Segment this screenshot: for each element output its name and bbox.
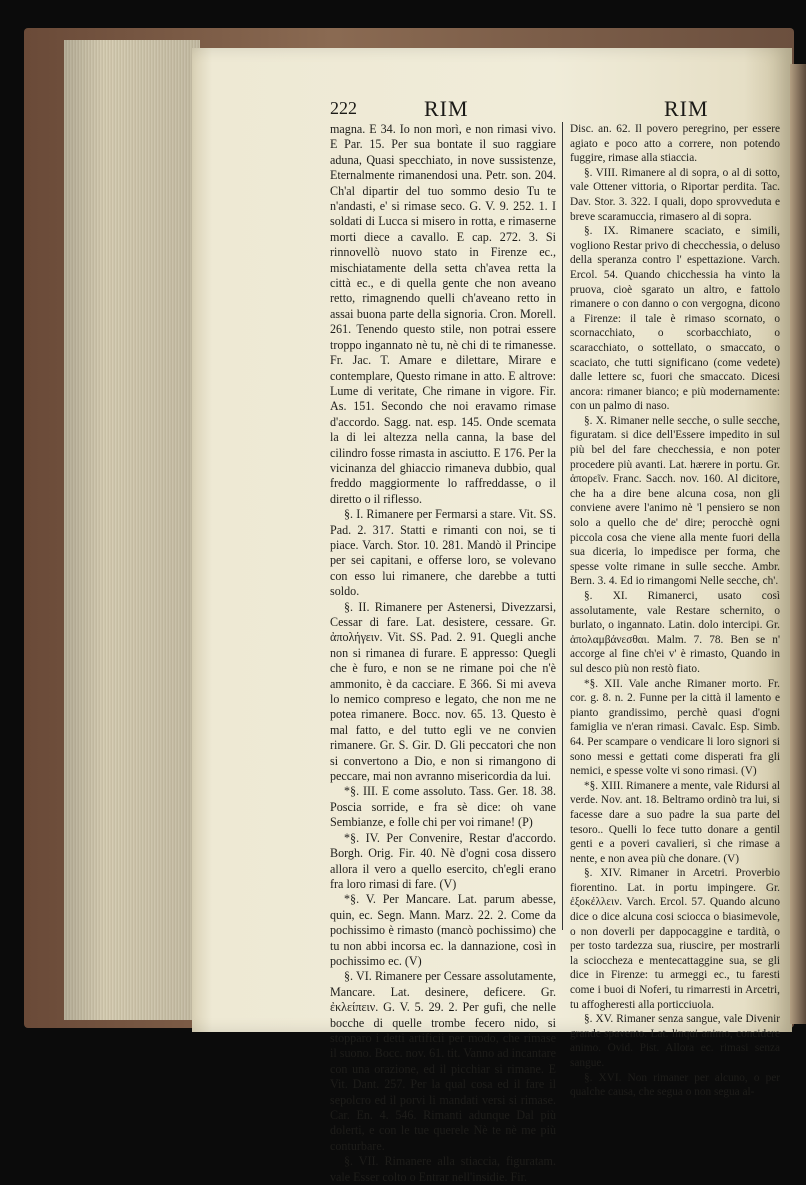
facing-page-edge xyxy=(790,64,806,1024)
paragraph: *§. V. Per Mancare. Lat. parum abesse, quin, ec. Segn. Mann. Marz. 22. 2. Come da pochissimo è rimasto (mancò pochissimo) che tu non abbi incorsa ec. la dannazione, così in pochissimo ec. (V) xyxy=(330,892,556,968)
right-column xyxy=(570,122,780,1100)
left-column xyxy=(330,122,556,1185)
paragraph: §. XVI. Non rimaner per alcuno, o per qualche causa, che segua o non segua al- xyxy=(570,1071,780,1099)
paragraph: §. VI. Rimanere per Cessare assolutamente, Mancare. Lat. desinere, deficere. Gr. ἐκλείπειν. G. V. 5. 29. 2. Per gufi, che nelle bocche di quelle trombe fecero nido, si stopparo i detti artificii per modo, che rimase il suono. Bocc. nov. 61. tit. Vanno ad incantare con una orazione, ed il picchiar si rimane. E Vit. Dant. 257. Per la qual cosa ed il fare il sepolcro ed il porvi li mandati versi si rimase. Car. En. 4. 546. Rimanti adunque Dal più dolerti, e con le tue querele Nè te nè me più conturbare. xyxy=(330,969,556,1153)
paragraph: §. VII. Rimanere alla stiaccia, figuratam. vale Esser colto o Entrar nell'insidie. Fir. xyxy=(330,1154,556,1184)
page-number: 222 xyxy=(330,98,357,118)
running-head-left: RIM xyxy=(424,96,469,121)
paragraph: §. I. Rimanere per Fermarsi a stare. Vit. SS. Pad. 2. 317. Statti e rimanti con noi, se ti piace. Varch. Stor. 10. 281. Mandò il Principe per sei capitani, e offerse loro, se volevano con esso lui rimanere, che darebbe a tutti soldo. xyxy=(330,507,556,599)
paragraph: *§. XII. Vale anche Rimaner morto. Fr. cor. g. 8. n. 2. Funne per la città il lamento e pianto grandissimo, perchè quasi d'ogni famiglia ve n'eran rimasi. Cavalc. Esp. Simb. 64. Per scampare o vendicare li loro signori si sono messi e gettati come disperati fra gli nemici, e spesse volte vi sono rimasi. (V) xyxy=(570,677,780,778)
paragraph: Disc. an. 62. Il povero peregrino, per essere agiato e poco atto a correre, non potendo fuggire, rimase alla stiaccia. xyxy=(570,123,780,165)
paragraph: magna. E 34. Io non morì, e non rimasi vivo. E Par. 15. Per sua bontate il suo raggiare aduna, Quasi specchiato, in nove sussistenze, Eternalmente rimanendosi una. Petr. son. 204. Ch'al dipartir del tuo sommo desio Tu te n'andasti, e' si rimase seco. G. V. 9. 252. 1. I soldati di Lucca si misero in rotta, e rimaserne morti diece a cavallo. E cap. 272. 3. Si rinnovellò nuovo stato in Firenze ec., mischiatamente della setta ch'avea retta la città ec., e di quella gente che non aveano retto, rimagnendo quelli ch'aveano retto in assai buona parte della signoria. Cron. Morell. 261. Tenendo questo stile, non potrai essere troppo ingannato nè tu, nè chi di te rimanesse. Fr. Jac. T. Amare e dilettare, Mirare e contemplare, Questo rimane in atto. E altrove: Lume di veritate, Che rimane in vigore. Fir. As. 151. Secondo che noi eravamo rimase d'accordo. Sagg. nat. esp. 145. Onde scemata la di lei altezza nella canna, la base del cilindro fosse rimasta in asciutto. E 176. Per la vicinanza del ghiaccio rimaneva dubbio, qual freddo maggiormente lo raffreddasse, o il diretto o il riflesso. xyxy=(330,122,556,506)
paragraph: §. XI. Rimanerci, usato così assolutamente, vale Restare schernito, o burlato, o ingannato. Latin. dolo intercipi. Gr. ἀπολαμβάνεσθαι. Malm. 7. 78. Ben se n' accorge al fine ch'ei v' è rimasto, Quando in sul desco più non restò fiato. xyxy=(570,590,780,675)
paragraph: *§. IV. Per Convenire, Restar d'accordo. Borgh. Orig. Fir. 40. Nè d'ogni cosa dissero allora il vero a quello esercito, ch'egli erano fra loro rimasi di fare. (V) xyxy=(330,830,556,891)
paragraph: §. XV. Rimaner senza sangue, vale Divenir grande spavento. Lat. linqui animo, concidere animo. Ovid. Pist. Allora ec. rimasi senza sangue. xyxy=(570,1013,780,1069)
page-stack-edge xyxy=(64,40,200,1020)
paragraph: §. VIII. Rimanere al di sopra, o al di sotto, vale Ottener vittoria, o Riportar perdita. Tac. Dav. Stor. 3. 322. I quali, dopo sprovveduta e breve scaramuccia, rimasero al di sopra. xyxy=(570,166,780,223)
paragraph: §. II. Rimanere per Astenersi, Divezzarsi, Cessar di fare. Lat. desistere, cessare. Gr. ἀπολήγειν. Vit. SS. Pad. 2. 91. Quegli anche non si rimanea di furare. E appresso: Quegli che è furo, e non se ne rimane poi che n'è ammonito, è da cacciare. E 366. Si mi aveva lo nemico compreso e legato, che non me ne potea rimanere. Bocc. nov. 65. 13. Questo è mal fatto, e del tutto egli ve ne convien rimanere. Gr. S. Gir. D. Gli peccatori che non si convertono a Dio, e non si rimangono di peccare, mai non avranno misericordia da lui. xyxy=(330,599,556,784)
column-divider xyxy=(562,122,563,930)
paragraph: §. IX. Rimanere scaciato, e simili, vogliono Restar privo di checchessia, o deluso della speranza contro l' espettazione. Varch. Ercol. 54. Quando chicchessia ha vinto la pruova, cioè sgarato un altro, e fattolo rimanere o con danno o con vergogna, dicono a Firenze: il tale è rimaso scornato, o scornacchiato, o scorbacchiato, o scaracchiato, o sottellato, o smaccato, o scaciato, che tutti significano (come vedete) dalle lettere sc, fuori che smaccato. Dicesi ancora: rimaner bianco; e più modernamente: con un palmo di naso. xyxy=(570,225,780,413)
paragraph: *§. XIII. Rimanere a mente, vale Ridursi al verde. Nov. ant. 18. Beltramo ordinò tra lui, si facesse dare a suo padre la sua parte del tesoro.. Quelli lo fece tutto donare a gentil genti e a poveri cavalieri, sì che rimase a nente, e non avea più che donare. (V) xyxy=(570,779,780,865)
running-head-right: RIM xyxy=(664,96,709,121)
paragraph: *§. III. E come assoluto. Tass. Ger. 18. 38. Poscia sorride, e fra sè dice: oh vane Sembianze, e folle chi per voi rimane! (P) xyxy=(330,784,556,830)
paragraph: §. XIV. Rimaner in Arcetri. Proverbio fiorentino. Lat. in portu impingere. Gr. ἐξοκέλλειν. Varch. Ercol. 57. Quando alcuno dice o dice alcuna cosi sciocca o biasimevole, o non doverli per dappocaggine e tardità, o per tosto tardezza sua, riuscire, per mostrarli la scioccheza e mentecattaggine sua, se gli dice in Firenze: tu armeggi ec., tu faresti come i buoi di Noferi, tu rimarresti in Arcetri, tu affogheresti alla porticciuola. xyxy=(570,867,780,1011)
paragraph: §. X. Rimaner nelle secche, o sulle secche, figuratam. si dice dell'Essere impedito in sul più bel del fare checchessia, e non poter procedere più avanti. Lat. hærere in portu. Gr. ἀπορεῖν. Franc. Sacch. nov. 160. Al dicitore, che ha a dire bene alcuna cosa, non gli conviene avere l'animo nè 'l pensiero se non solo a quello che de' dire; perocchè ogni piccola cosa che viene alla mente fuori della sua diceria, lo impedisce per forma, che spesse volte rimane in sulle secche. Ambr. Bern. 3. 4. Ed io rimangomi Nelle secche, ch'. xyxy=(570,414,780,588)
